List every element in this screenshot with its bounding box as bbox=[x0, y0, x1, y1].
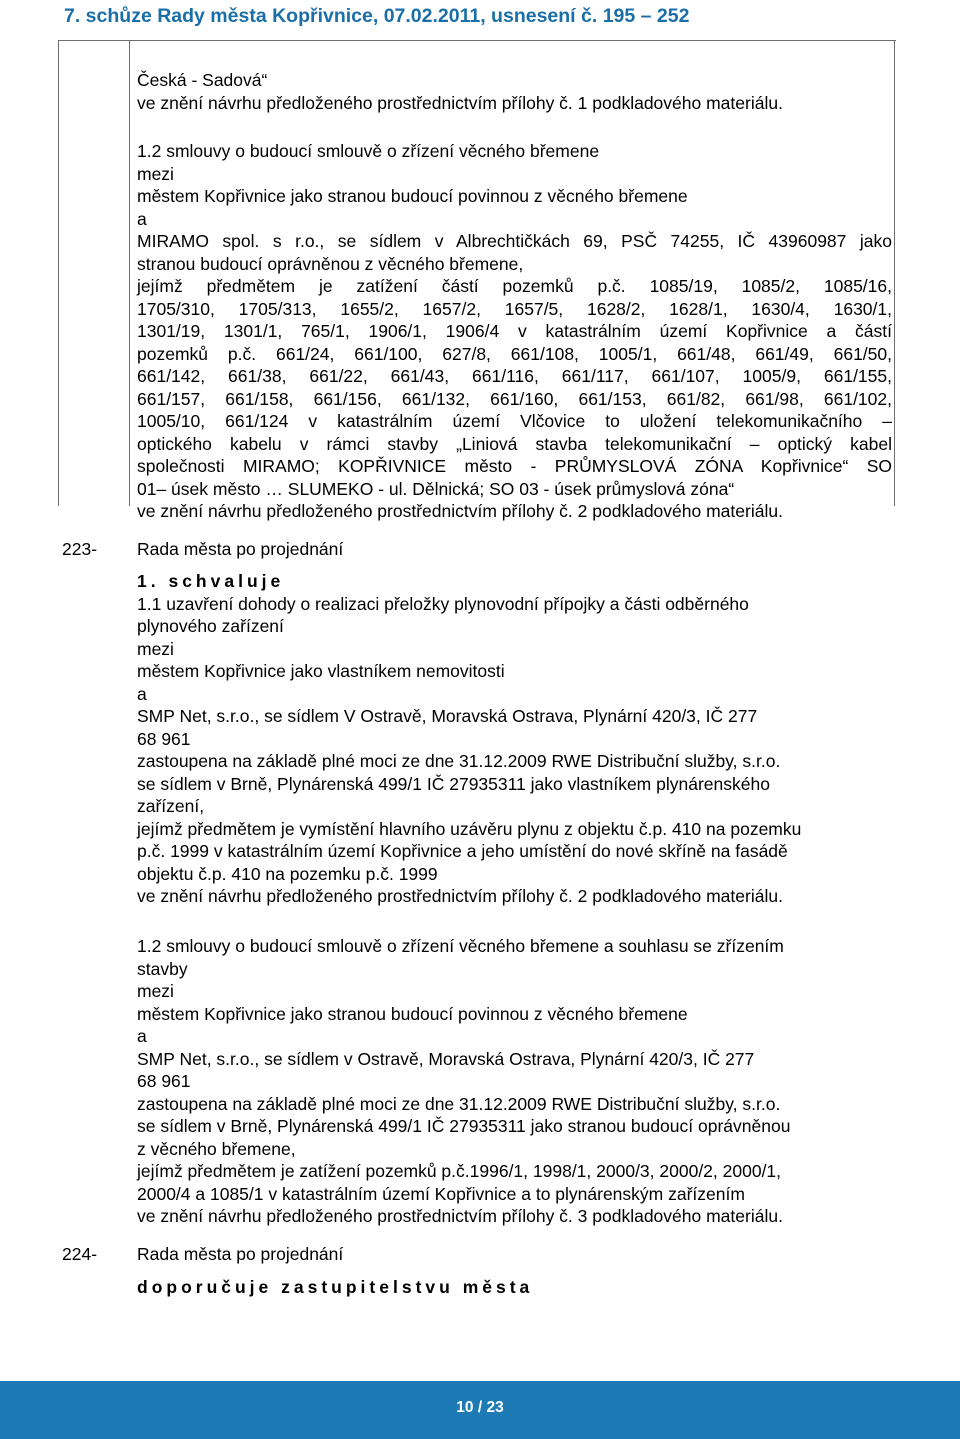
text-line: plynového zařízení bbox=[137, 616, 284, 636]
text-line: městem Kopřivnice jako vlastníkem nemovitosti bbox=[137, 661, 505, 681]
text-line: Česká - Sadová“ bbox=[137, 70, 268, 90]
table-top-border bbox=[58, 40, 896, 41]
text-line: 661/142, 661/38, 661/22, 661/43, 661/116, 661/117, 661/107, 1005/9, 661/155, bbox=[137, 366, 892, 386]
resolution-223-body bbox=[137, 570, 892, 908]
text-line: 68 961 bbox=[137, 728, 191, 749]
text-line: jejímž předmětem je zatížení pozemků p.č.1996/1, 1998/1, 2000/3, 2000/2, 2000/1, bbox=[137, 1161, 782, 1181]
text-line: 1005/10, 661/124 v katastrálním území Vlčovice to uložení telekomunikačního – bbox=[137, 411, 892, 431]
contract-item-1-2 bbox=[137, 140, 892, 523]
text-line: p.č. 1999 v katastrálním území Kopřivnice a jeho umístění do nové skříně na fasádě bbox=[137, 841, 788, 861]
text-line: 68 961 bbox=[137, 1071, 191, 1091]
resolution-heading: Rada města po projednání bbox=[137, 1244, 344, 1264]
page-title: 7. schůze Rady města Kopřivnice, 07.02.2011, usnesení č. 195 – 252 bbox=[64, 5, 690, 27]
resolution-verb: doporučuje zastupitelstvu města bbox=[137, 1277, 534, 1297]
text-line: jejímž předmětem je zatížení částí pozemků p.č. 1085/19, 1085/2, 1085/16, bbox=[137, 276, 892, 296]
text-line: optického kabelu v rámci stavby „Liniová stavba telekomunikační – optický kabel bbox=[137, 433, 892, 454]
text-line: zařízení, bbox=[137, 796, 205, 816]
text-line: SMP Net, s.r.o., se sídlem v Ostravě, Moravská Ostrava, Plynární 420/3, IČ 277 bbox=[137, 1048, 755, 1069]
text-line: zastoupena na základě plné moci ze dne 31.12.2009 RWE Distribuční služby, s.r.o. bbox=[137, 1093, 781, 1114]
resolution-number: 224- bbox=[62, 1244, 98, 1264]
resolution-continuation bbox=[137, 69, 892, 114]
text-line: SMP Net, s.r.o., se sídlem V Ostravě, Moravská Ostrava, Plynární 420/3, IČ 277 bbox=[137, 706, 758, 726]
text-line: pozemků p.č. 661/24, 661/100, 627/8, 661/108, 1005/1, 661/48, 661/49, 661/50, bbox=[137, 343, 892, 364]
table-left-border bbox=[58, 40, 59, 506]
resolution-223-item-2 bbox=[137, 935, 892, 1228]
text-line: ve znění návrhu předloženého prostřednictvím přílohy č. 3 podkladového materiálu. bbox=[137, 1206, 783, 1226]
text-line: a bbox=[137, 683, 147, 704]
text-line: MIRAMO spol. s r.o., se sídlem v Albrechtičkách 69, PSČ 74255, IČ 43960987 jako bbox=[137, 231, 892, 251]
text-line: se sídlem v Brně, Plynárenská 499/1 IČ 27935311 jako vlastníkem plynárenského bbox=[137, 773, 770, 794]
text-line: mezi bbox=[137, 163, 174, 184]
text-line: 661/157, 661/158, 661/156, 661/132, 661/160, 661/153, 661/82, 661/98, 661/102, bbox=[137, 388, 892, 409]
text-line: mezi bbox=[137, 638, 174, 659]
text-line: jejímž předmětem je vymístění hlavního uzávěru plynu z objektu č.p. 410 na pozemku bbox=[137, 818, 802, 839]
text-line: ve znění návrhu předloženého prostřednictvím přílohy č. 1 podkladového materiálu. bbox=[137, 92, 783, 113]
text-line: 1.1 uzavření dohody o realizaci přeložky plynovodní přípojky a části odběrného bbox=[137, 593, 749, 614]
text-line: objektu č.p. 410 na pozemku p.č. 1999 bbox=[137, 863, 438, 884]
text-line: a bbox=[137, 208, 147, 229]
resolution-224-body bbox=[137, 1276, 892, 1299]
text-line: zastoupena na základě plné moci ze dne 31.12.2009 RWE Distribuční služby, s.r.o. bbox=[137, 751, 781, 771]
text-line: z věcného břemene, bbox=[137, 1138, 296, 1159]
resolution-heading: Rada města po projednání bbox=[137, 539, 344, 559]
text-line: a bbox=[137, 1026, 147, 1046]
text-line: mezi bbox=[137, 981, 174, 1001]
text-line: 1.2 smlouvy o budoucí smlouvě o zřízení věcného břemene bbox=[137, 141, 600, 161]
text-line: stranou budoucí oprávněnou z věcného břemene, bbox=[137, 253, 524, 274]
text-line: 1301/19, 1301/1, 765/1, 1906/1, 1906/4 v katastrálním území Kopřivnice a částí bbox=[137, 321, 892, 341]
page-footer bbox=[0, 1381, 960, 1439]
text-line: se sídlem v Brně, Plynárenská 499/1 IČ 27935311 jako stranou budoucí oprávněnou bbox=[137, 1116, 791, 1136]
text-line: 01– úsek město … SLUMEKO - ul. Dělnická; SO 03 - úsek průmyslová zóna“ bbox=[137, 478, 735, 499]
text-line: ve znění návrhu předloženého prostřednictvím přílohy č. 2 podkladového materiálu. bbox=[137, 886, 783, 906]
text-line: 2000/4 a 1085/1 v katastrálním území Kopřivnice a to plynárenským zařízením bbox=[137, 1183, 745, 1204]
text-line: ve znění návrhu předloženého prostřednictvím přílohy č. 2 podkladového materiálu. bbox=[137, 501, 783, 521]
resolution-number: 223- bbox=[62, 539, 98, 559]
text-line: společnosti MIRAMO; KOPŘIVNICE město - PRŮMYSLOVÁ ZÓNA Kopřivnice“ SO bbox=[137, 456, 892, 476]
resolution-verb: 1. schvaluje bbox=[137, 571, 285, 591]
page-number: 10 / 23 bbox=[456, 1399, 504, 1416]
text-line: městem Kopřivnice jako stranou budoucí povinnou z věcného břemene bbox=[137, 186, 688, 206]
table-column-divider bbox=[129, 40, 130, 506]
table-right-border bbox=[894, 40, 895, 506]
text-line: městem Kopřivnice jako stranou budoucí povinnou z věcného břemene bbox=[137, 1003, 688, 1024]
text-line: stavby bbox=[137, 958, 188, 979]
text-line: 1.2 smlouvy o budoucí smlouvě o zřízení věcného břemene a souhlasu se zřízením bbox=[137, 936, 784, 956]
text-line: 1705/310, 1705/313, 1655/2, 1657/2, 1657/5, 1628/2, 1628/1, 1630/4, 1630/1, bbox=[137, 298, 892, 319]
